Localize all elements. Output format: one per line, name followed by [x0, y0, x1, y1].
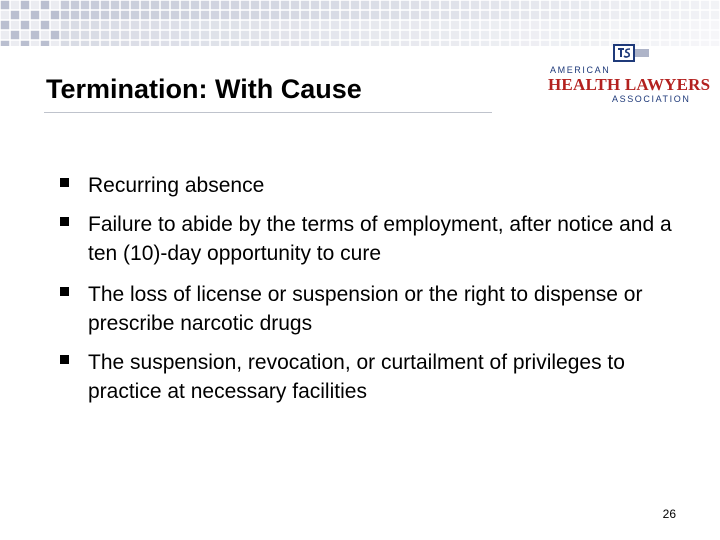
bullet-square-icon — [60, 287, 69, 296]
bullet-text: Recurring absence — [88, 174, 265, 197]
bullet-square-icon — [60, 217, 69, 226]
page-number: 26 — [662, 507, 676, 521]
logo-line-american: AMERICAN — [550, 65, 611, 75]
bullet-text: The loss of license or suspension or the right to dispense or prescribe narcotic drugs — [88, 283, 643, 335]
bullet-text: Failure to abide by the terms of employment, after notice and a ten (10)-day opportunity to cure — [88, 213, 672, 265]
logo-line-association: ASSOCIATION — [612, 94, 691, 104]
slide-title: Termination: With Cause — [46, 74, 362, 104]
logo-line-main: HEALTH LAWYERS — [548, 75, 711, 94]
bullet-square-icon — [60, 355, 69, 364]
bullet-square-icon — [60, 178, 69, 187]
bullet-text: The suspension, revocation, or curtailment of privileges to practice at necessary facilities — [88, 351, 625, 403]
